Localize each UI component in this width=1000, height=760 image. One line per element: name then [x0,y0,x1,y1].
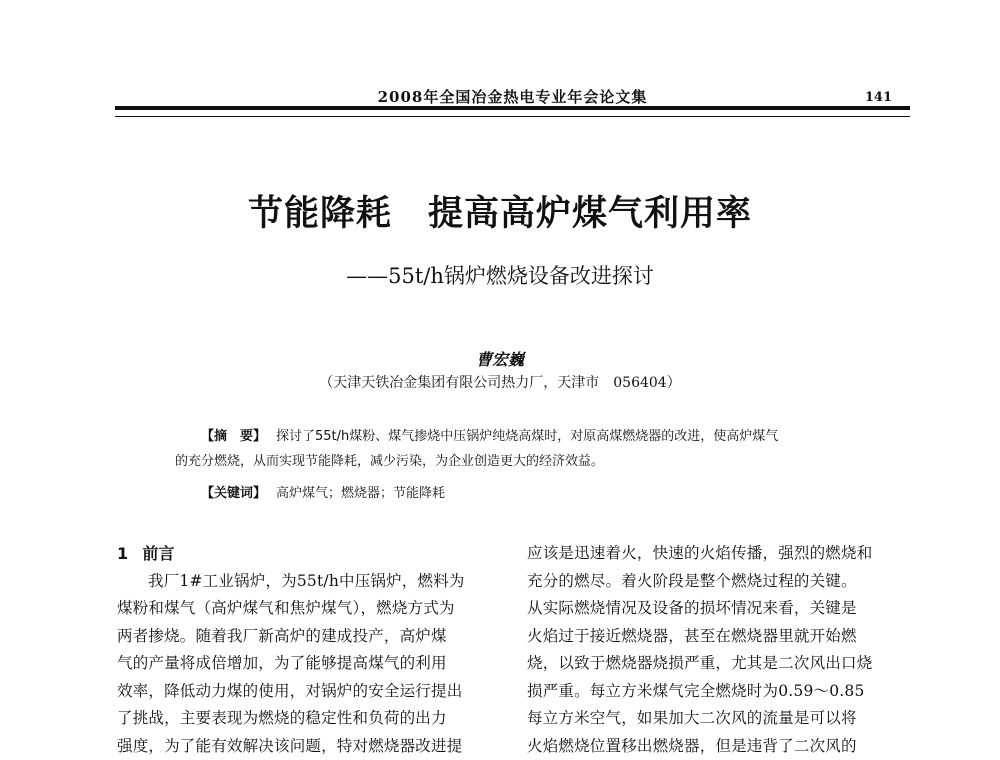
body-line: 强度，为了能有效解决该问题，特对燃烧器改进提 [117,736,463,755]
abstract-text: 探讨了55t/h煤粉、煤气掺烧中压锅炉纯烧高煤时，对原高煤燃烧器的改进，使高炉煤气 [276,429,779,444]
body-line: 了挑战，主要表现为燃烧的稳定性和负荷的出力 [117,709,447,727]
keywords [201,482,445,501]
keywords-text: 高炉煤气；燃烧器；节能降耗 [276,486,446,501]
body-line: 煤粉和煤气（高炉煤气和焦炉煤气），燃烧方式为 [117,599,455,617]
section-number: 1 [117,544,129,563]
body-line: 火焰燃烧位置移出燃烧器，但是违背了二次风的 [527,736,857,755]
abstract-line [175,424,855,449]
body-line: 烧，以致于燃烧器烧损严重，尤其是二次风出口烧 [527,654,873,672]
body-line: 我厂1#工业锅炉，为55t/h中压锅炉，燃料为 [148,571,465,590]
body-line: 损严重。每立方米煤气完全燃烧时为0.59～0.85 [527,681,865,700]
body-line: 效率，降低动力煤的使用，对锅炉的安全运行提出 [117,681,463,700]
body-line: 两者掺烧。随着我厂新高炉的建成投产，高炉煤 [117,626,447,645]
section-title: 前言 [142,544,175,563]
section-heading [117,540,497,568]
page-number: 141 [864,90,892,105]
body-line: 气的产量将成倍增加，为了能够提高煤气的利用 [117,654,447,672]
journal-title: 2008年全国冶金热电专业年会论文集 [377,88,648,106]
paper-title: 节能降耗 提高高炉煤气利用率 [247,193,752,234]
abstract-label: 【摘 要】 [201,429,267,444]
body-line: 应该是迅速着火，快速的火焰传播，强烈的燃烧和 [527,544,873,562]
left-column [117,540,497,760]
author-name: 曹宏巍 [475,350,524,369]
abstract-line: 的充分燃烧，从而实现节能降耗，减少污染，为企业创造更大的经济效益。 [175,454,605,469]
body-line: 从实际燃烧情况及设备的损坏情况来看，关键是 [527,599,857,617]
abstract [175,424,855,474]
right-column [527,540,912,760]
header-rule-thin [115,116,910,117]
paper-subtitle: ——55t/h锅炉燃烧设备改进探讨 [346,264,654,288]
author-affiliation: （天津天铁冶金集团有限公司热力厂，天津市 056404） [319,375,681,391]
body-line: 每立方米空气，如果加大二次风的流量是可以将 [527,709,857,727]
body-line: 充分的燃尽。着火阶段是整个燃烧过程的关键。 [527,571,857,590]
keywords-label: 【关键词】 [201,486,267,501]
body-line: 火焰过于接近燃烧器，甚至在燃烧器里就开始燃 [527,626,857,645]
header-rule-thick [115,106,910,110]
